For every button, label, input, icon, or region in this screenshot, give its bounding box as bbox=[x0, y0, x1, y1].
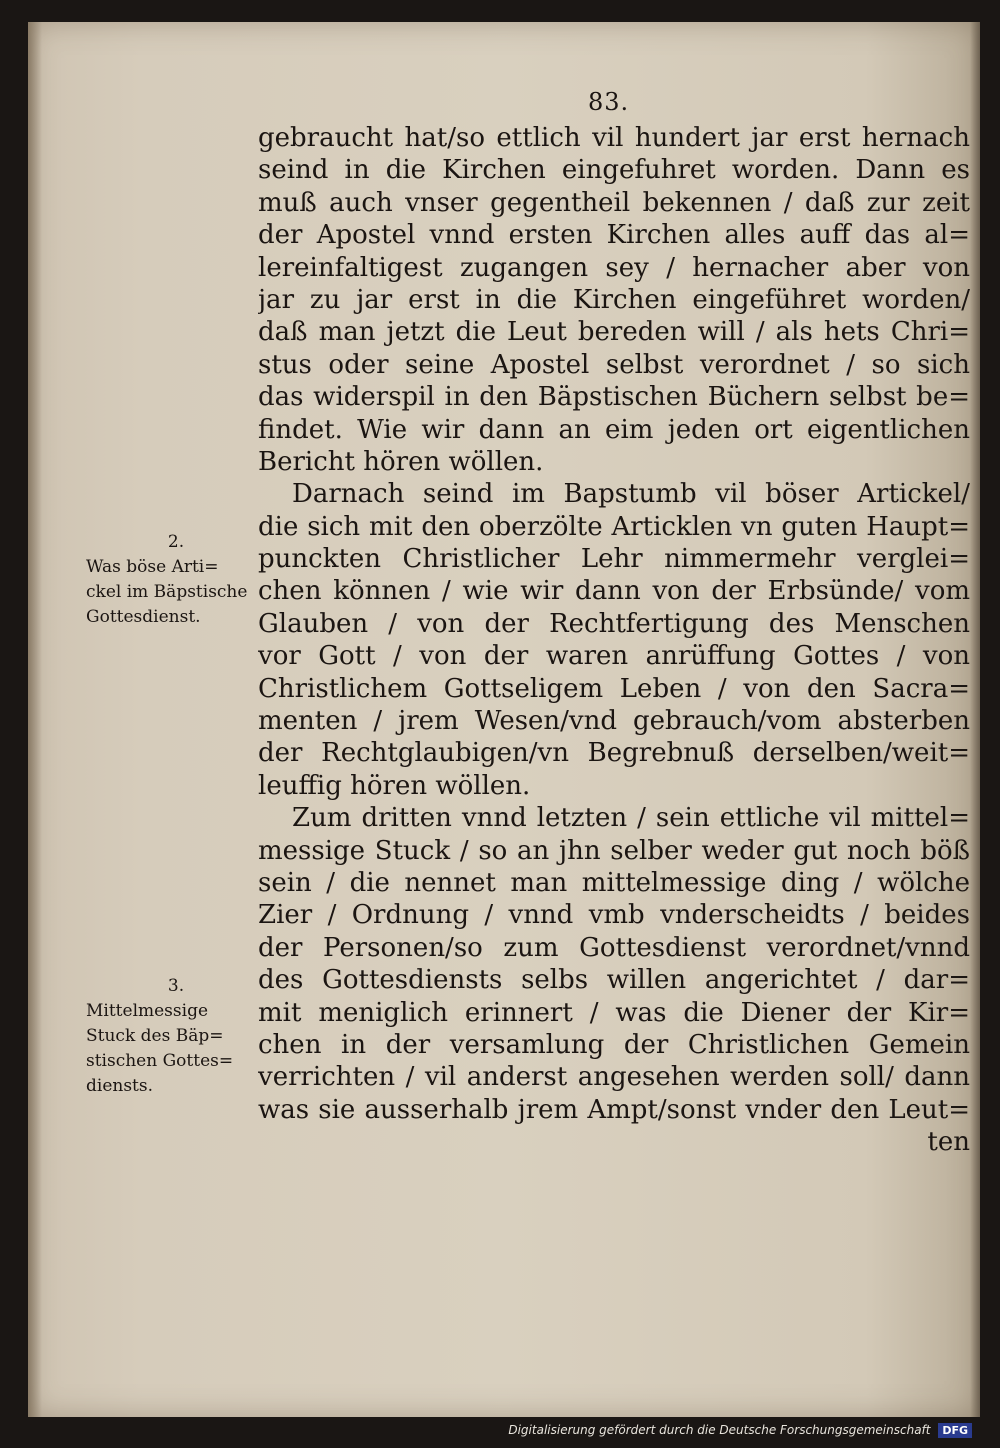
text-line: der Apostel vnnd ersten Kirchen alles auff das al= bbox=[258, 220, 970, 251]
text-line: punckten Christlicher Lehr nimmermehr verglei= bbox=[258, 544, 970, 575]
text-line: findet. Wie wir dann an eim jeden ort eigentlichen bbox=[258, 414, 970, 445]
text-line: messige Stuck / so an jhn selber weder gut noch böß bbox=[258, 835, 970, 866]
marginal-note-line: stischen Gottes= bbox=[86, 1051, 234, 1071]
marginal-note-number: 2. bbox=[167, 532, 185, 552]
page-number: 83. bbox=[588, 88, 630, 116]
text-line: mit meniglich erinnert / was die Diener der Kir= bbox=[258, 997, 970, 1028]
text-line: verrichten / vil anderst angesehen werden soll/ dann bbox=[258, 1062, 970, 1093]
marginal-note-line: Gottesdienst. bbox=[86, 607, 201, 627]
marginal-note-line: Was böse Arti= bbox=[86, 557, 219, 577]
text-line: stus oder seine Apostel selbst verordnet / so sich bbox=[258, 349, 970, 380]
text-line: des Gottesdiensts selbs willen angerichtet / dar= bbox=[258, 965, 970, 996]
text-line: das widerspil in den Bäpstischen Büchern selbst be= bbox=[258, 382, 970, 413]
text-line: leuffig hören wöllen. bbox=[258, 770, 531, 801]
text-line: Zum dritten vnnd letzten / sein ettliche vil mittel= bbox=[292, 803, 970, 834]
marginal-note bbox=[86, 530, 276, 630]
text-line: muß auch vnser gegentheil bekennen / daß zur zeit bbox=[258, 187, 970, 218]
marginal-note-line: Stuck des Bäp= bbox=[86, 1026, 224, 1046]
marginal-note-number: 3. bbox=[167, 976, 185, 996]
text-line: chen in der versamlung der Christlichen Gemein bbox=[258, 1029, 970, 1060]
text-line: was sie ausserhalb jrem Ampt/sonst vnder den Leut= bbox=[258, 1094, 970, 1125]
text-line: jar zu jar erst in die Kirchen eingeführet worden/ bbox=[258, 284, 970, 315]
page-edge-right bbox=[970, 22, 980, 1417]
catchword: ten bbox=[927, 1127, 970, 1158]
funding-credit-text: Digitalisierung gefördert durch die Deutsche Forschungsgemeinschaft bbox=[508, 1423, 931, 1437]
marginal-note bbox=[86, 974, 276, 1099]
text-line: der Personen/so zum Gottesdienst verordnet/vnnd bbox=[258, 932, 970, 963]
marginal-note-line: ckel im Bäpstische bbox=[86, 582, 248, 602]
text-line: lereinfaltigest zugangen sey / hernacher aber von bbox=[258, 252, 970, 283]
funding-credit bbox=[508, 1423, 972, 1438]
text-line: seind in die Kirchen eingefuhret worden. Dann es bbox=[258, 155, 970, 186]
text-line: Darnach seind im Bapstumb vil böser Artickel/ bbox=[292, 479, 970, 510]
page-edge-left bbox=[28, 22, 42, 1417]
marginal-note-line: diensts. bbox=[86, 1076, 154, 1096]
text-line: chen können / wie wir dann von der Erbsünde/ vom bbox=[258, 576, 970, 607]
text-line: Zier / Ordnung / vnnd vmb vnderscheidts / beides bbox=[258, 900, 970, 931]
book-page bbox=[28, 22, 980, 1417]
text-line: daß man jetzt die Leut bereden will / als hets Chri= bbox=[258, 317, 970, 348]
text-line: die sich mit den oberzölte Articklen vn guten Haupt= bbox=[258, 511, 970, 542]
text-line: der Rechtglaubigen/vn Begrebnuß derselben/weit= bbox=[258, 738, 970, 769]
text-line: Glauben / von der Rechtfertigung des Menschen bbox=[258, 608, 970, 639]
dfg-logo-icon: DFG bbox=[938, 1423, 972, 1438]
text-line: sein / die nennet man mittelmessige ding / wölche bbox=[258, 867, 970, 898]
text-line: menten / jrem Wesen/vnd gebrauch/vom absterben bbox=[258, 706, 970, 737]
text-line: Bericht hören wöllen. bbox=[258, 446, 544, 477]
text-line: vor Gott / von der waren anrüffung Gottes / von bbox=[258, 641, 970, 672]
text-line: gebraucht hat/so ettlich vil hundert jar erst hernach bbox=[258, 123, 970, 153]
body-text bbox=[258, 122, 970, 1159]
marginal-note-line: Mittelmessige bbox=[86, 1001, 209, 1021]
text-line: Christlichem Gottseligem Leben / von den Sacra= bbox=[258, 673, 970, 704]
